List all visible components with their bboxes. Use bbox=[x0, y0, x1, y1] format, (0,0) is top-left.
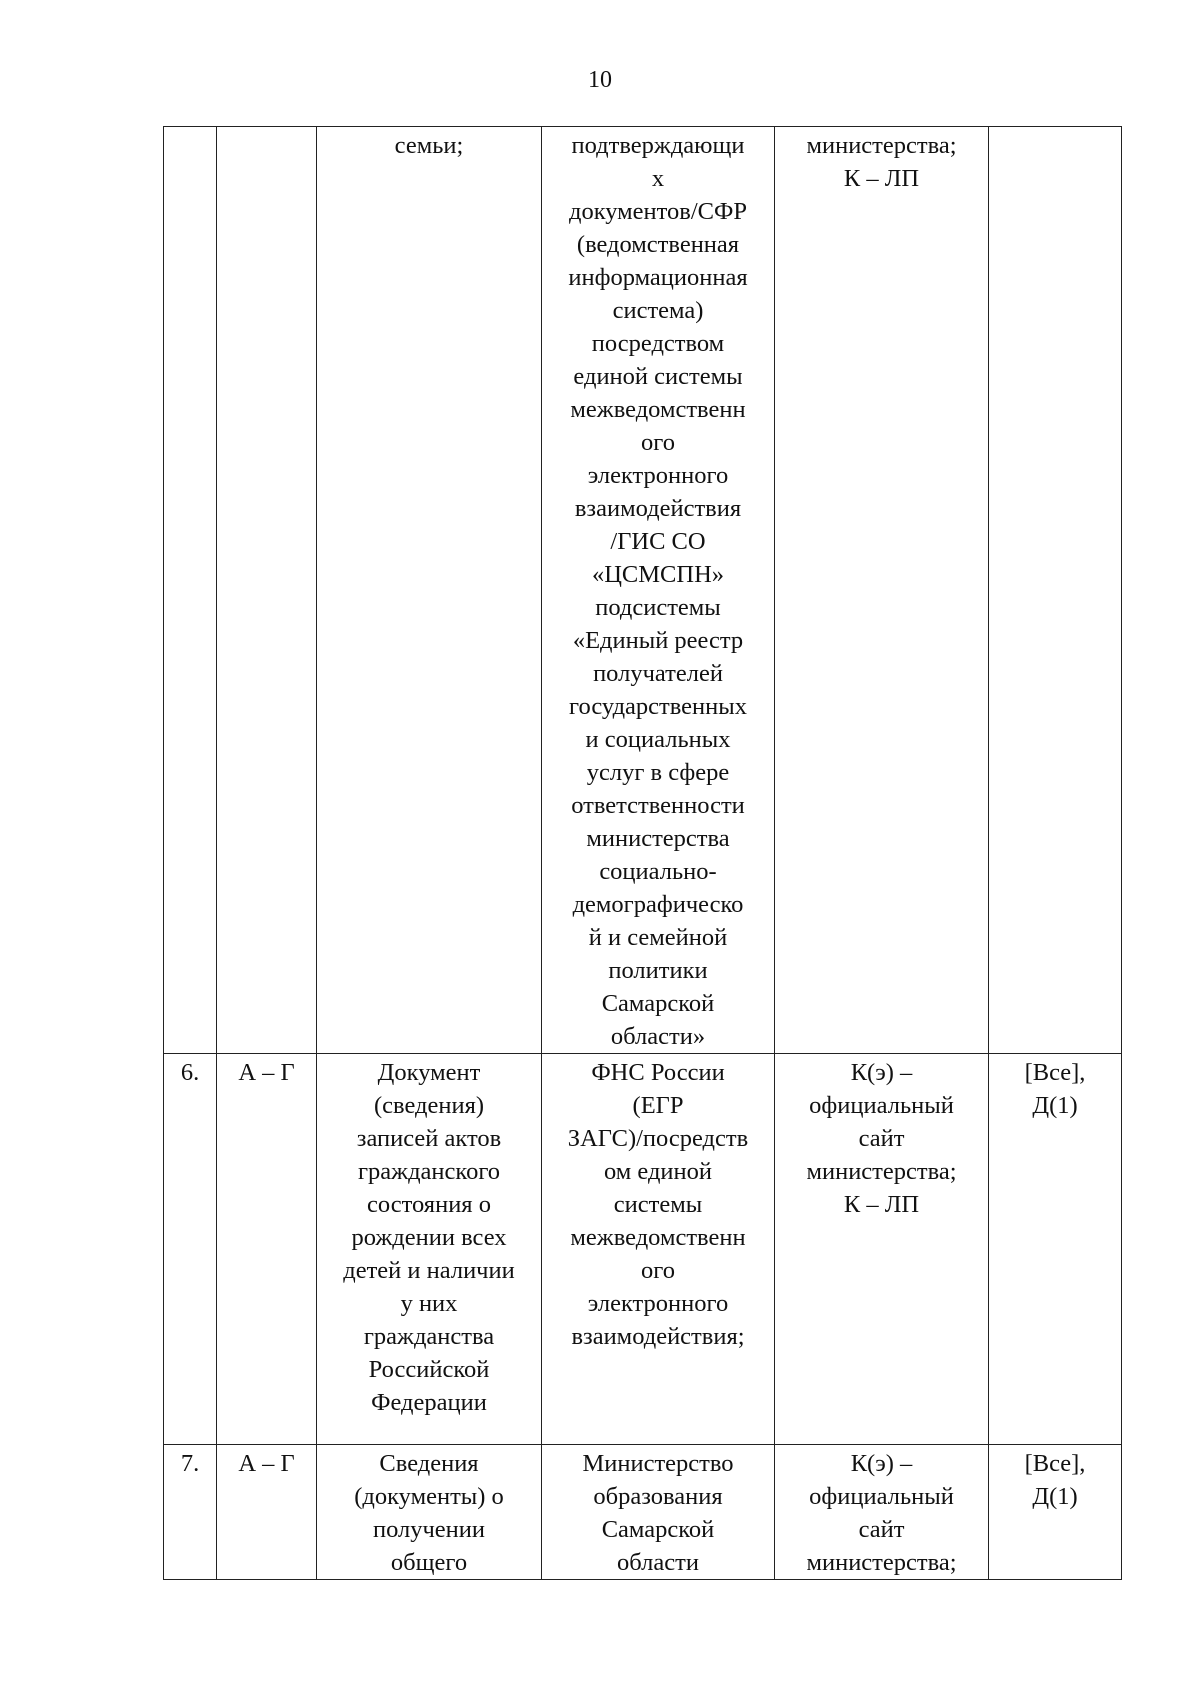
document-name-cell: семьи; bbox=[317, 127, 542, 1054]
row-number-cell: 6. bbox=[164, 1054, 217, 1445]
requirement-cell bbox=[989, 127, 1122, 1054]
document-source-cell: ФНС России (ЕГР ЗАГС)/посредств ом единой системы межведомственн ого электронного взаимодействия; bbox=[542, 1054, 775, 1445]
applicant-category-cell: А – Г bbox=[217, 1445, 317, 1580]
document-source-cell: подтверждающи х документов/СФР (ведомственная информационная система) посредством единой системы межведомственн ого электронного взаимодействия /ГИС СО «ЦСМСПН» подсистемы «Единый реестр получателей государственных и социальных услуг в сфере ответственности министерства социально- демографическо й и семейной политики Самарской области» bbox=[542, 127, 775, 1054]
document-source-cell: Министерство образования Самарской области bbox=[542, 1445, 775, 1580]
submission-method-cell: К(э) – официальный сайт министерства; bbox=[775, 1445, 989, 1580]
requirement-cell: [Все], Д(1) bbox=[989, 1054, 1122, 1445]
table-row bbox=[164, 127, 1122, 1054]
row-number-cell: 7. bbox=[164, 1445, 217, 1580]
submission-method-cell: К(э) – официальный сайт министерства; К – ЛП bbox=[775, 1054, 989, 1445]
requirement-cell: [Все], Д(1) bbox=[989, 1445, 1122, 1580]
page-number: 10 bbox=[588, 67, 612, 93]
submission-method-cell: министерства; К – ЛП bbox=[775, 127, 989, 1054]
table-row bbox=[164, 1445, 1122, 1580]
document-name-cell: Документ (сведения) записей актов гражданского состояния о рождении всех детей и наличии у них гражданства Российской Федерации bbox=[317, 1054, 542, 1445]
document-name-cell: Сведения (документы) о получении общего bbox=[317, 1445, 542, 1580]
row-number-cell bbox=[164, 127, 217, 1054]
table-row bbox=[164, 1054, 1122, 1445]
applicant-category-cell: А – Г bbox=[217, 1054, 317, 1445]
applicant-category-cell bbox=[217, 127, 317, 1054]
document-table bbox=[163, 126, 1122, 1580]
